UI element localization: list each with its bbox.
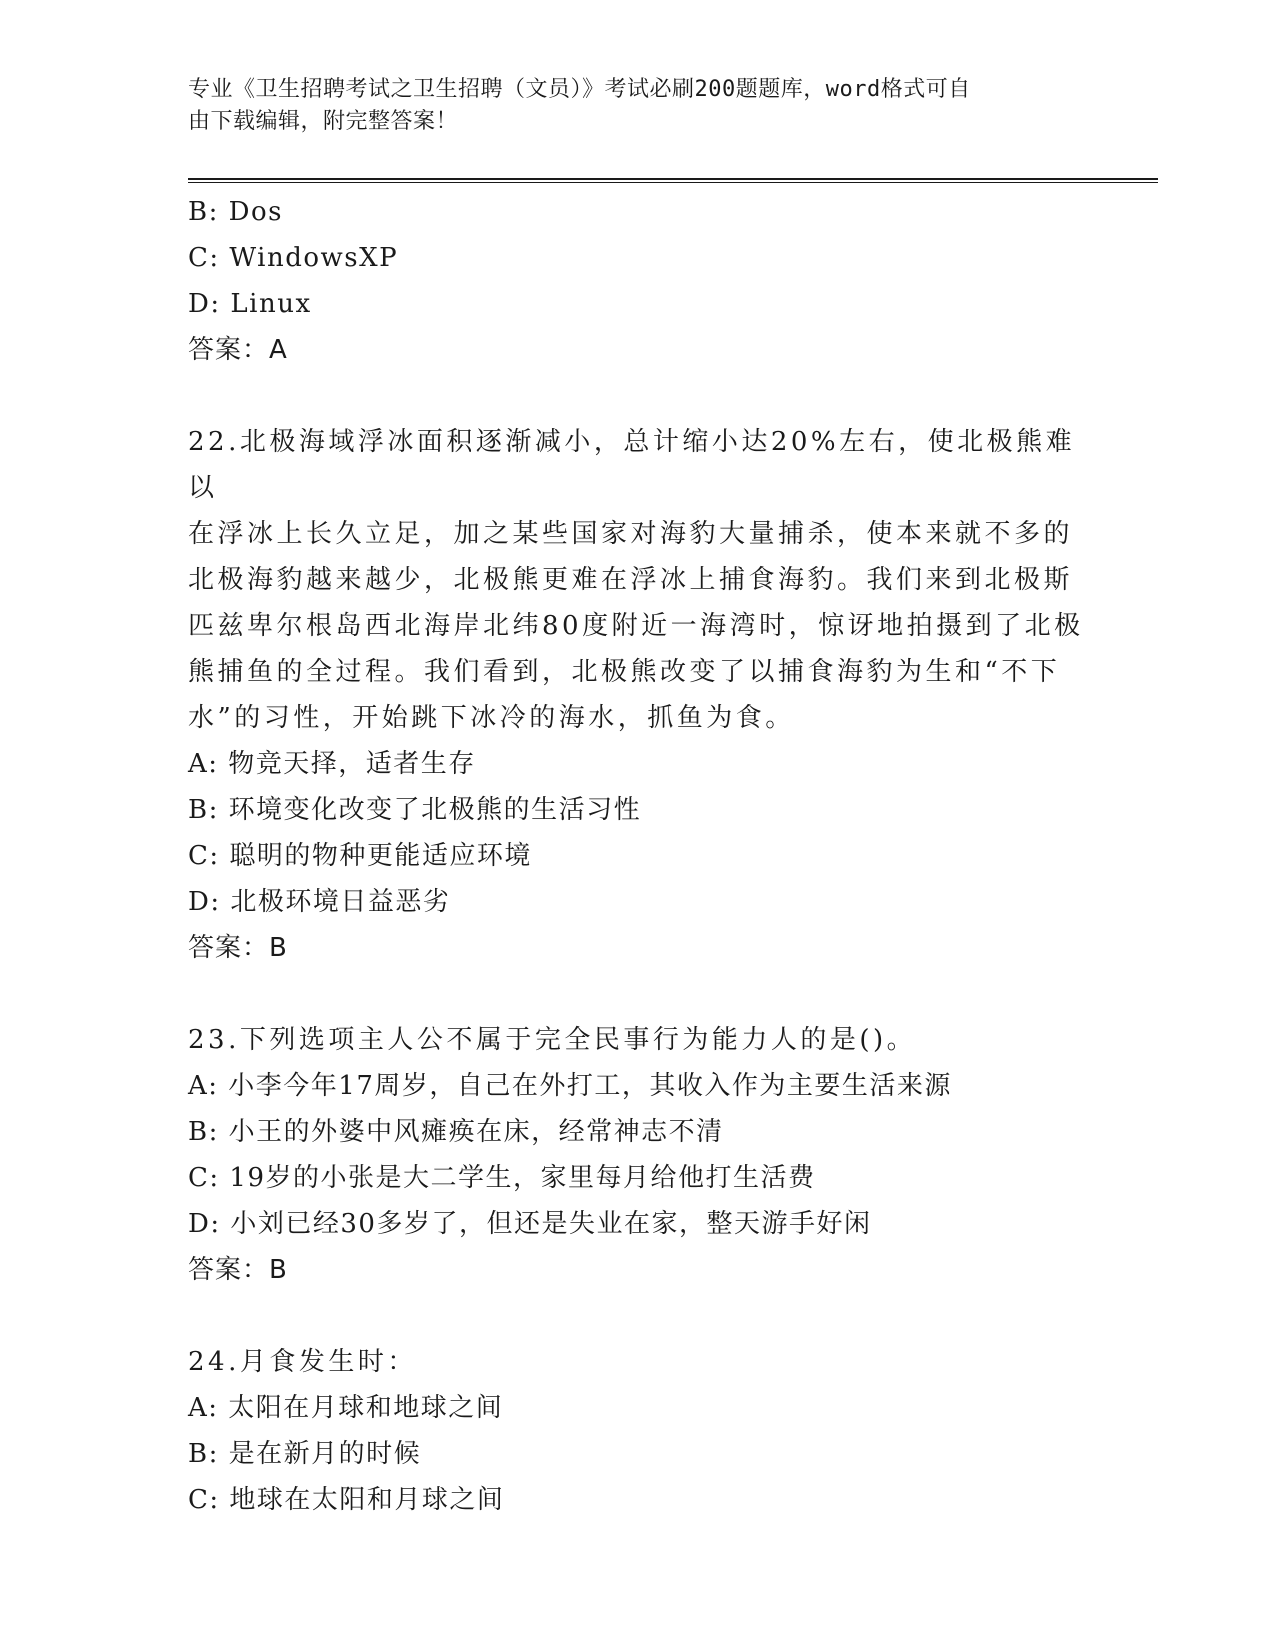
prev-question-block [188, 189, 1088, 373]
spacer [188, 971, 1088, 1017]
document-header [188, 74, 1068, 138]
spacer [188, 373, 1088, 419]
question-stem-line: 23.下列选项主人公不属于完全民事行为能力人的是()。 [188, 1025, 917, 1055]
option-c: C: 聪明的物种更能适应环境 [188, 841, 532, 871]
question-stem-line: 24.月食发生时： [188, 1347, 417, 1377]
option-b: B: Dos [188, 197, 283, 227]
question-stem-line: 22.北极海域浮冰面积逐渐减小，总计缩小达20%左右，使北极熊难以 [188, 427, 1076, 503]
option-a: A: 太阳在月球和地球之间 [188, 1393, 504, 1423]
header-divider-thin [188, 182, 1158, 183]
option-c: C: 地球在太阳和月球之间 [188, 1485, 505, 1515]
question-22 [188, 419, 1088, 971]
answer-line: 答案：B [188, 1255, 288, 1285]
header-line-2: 由下载编辑，附完整答案！ [188, 109, 459, 134]
question-24 [188, 1339, 1088, 1523]
question-23 [188, 1017, 1088, 1293]
option-d: D: Linux [188, 289, 312, 319]
question-content [188, 189, 1088, 1523]
option-b: B: 环境变化改变了北极熊的生活习性 [188, 795, 642, 825]
question-stem-line: 水”的习性，开始跳下冰冷的海水，抓鱼为食。 [188, 703, 795, 733]
question-stem-line: 北极海豹越来越少，北极熊更难在浮冰上捕食海豹。我们来到北极斯 [188, 565, 1074, 595]
answer-line: 答案：A [188, 335, 288, 365]
question-stem-line: 在浮冰上长久立足，加之某些国家对海豹大量捕杀，使本来就不多的 [188, 519, 1074, 549]
option-c: C: 19岁的小张是大二学生，家里每月给他打生活费 [188, 1163, 816, 1193]
answer-line: 答案：B [188, 933, 288, 963]
question-stem-line: 熊捕鱼的全过程。我们看到，北极熊改变了以捕食海豹为生和“不下 [188, 657, 1061, 687]
option-b: B: 小王的外婆中风瘫痪在床，经常神志不清 [188, 1117, 724, 1147]
option-d: D: 小刘已经30多岁了，但还是失业在家，整天游手好闲 [188, 1209, 872, 1239]
option-a: A: 物竞天择，适者生存 [188, 749, 476, 779]
option-a: A: 小李今年17周岁，自己在外打工，其收入作为主要生活来源 [188, 1071, 952, 1101]
option-c: C: WindowsXP [188, 243, 399, 273]
question-stem-line: 匹兹卑尔根岛西北海岸北纬80度附近一海湾时，惊讶地拍摄到了北极 [188, 611, 1084, 641]
option-b: B: 是在新月的时候 [188, 1439, 422, 1469]
spacer [188, 1293, 1088, 1339]
option-d: D: 北极环境日益恶劣 [188, 887, 451, 917]
header-line-1: 专业《卫生招聘考试之卫生招聘（文员）》考试必刷200题题库，word格式可自 [188, 77, 971, 102]
header-divider-thick [188, 178, 1158, 180]
